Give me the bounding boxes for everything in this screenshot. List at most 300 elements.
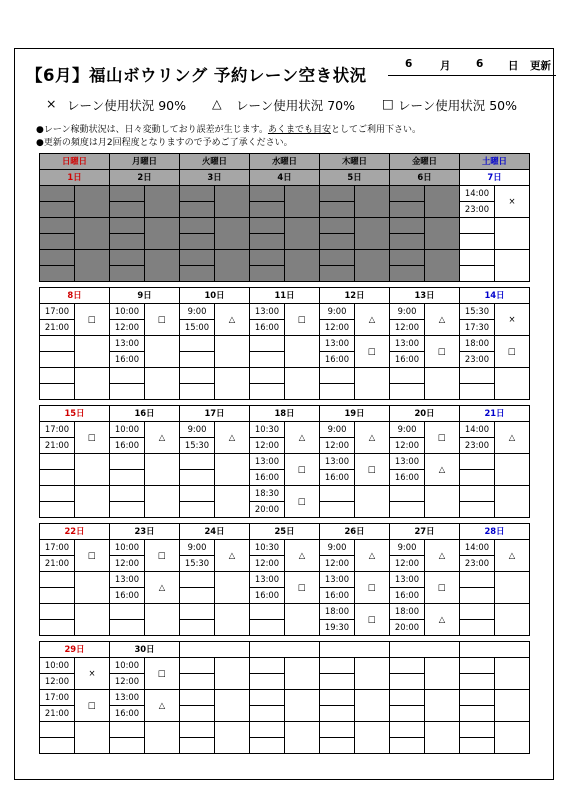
slot-start-time xyxy=(390,218,425,234)
weekday-header: 月曜日 xyxy=(110,154,180,170)
slot-start-time xyxy=(390,250,425,266)
slot-start-time xyxy=(110,486,145,502)
slot-end-time xyxy=(250,234,285,250)
date-cell xyxy=(180,642,250,658)
slot-status xyxy=(355,218,390,250)
slot-end-time: 12:00 xyxy=(250,438,285,454)
date-row xyxy=(40,170,530,186)
slot-end-time xyxy=(460,384,495,400)
slot-end-time xyxy=(180,202,215,218)
date-cell: 7日 xyxy=(460,170,530,186)
slot-start-time xyxy=(180,336,215,352)
slot-start-time xyxy=(460,454,495,470)
slot-status: □ xyxy=(425,572,460,604)
slot-status xyxy=(425,486,460,518)
slot-end-time xyxy=(250,620,285,636)
slot-start-time: 17:00 xyxy=(40,540,75,556)
note-emphasis: あくまでも目安 xyxy=(267,125,331,135)
date-cell: 8日 xyxy=(40,288,110,304)
legend-triangle-text: レーン使用状況 70% xyxy=(236,98,356,113)
slot-start-time xyxy=(390,658,425,674)
slot-status xyxy=(215,336,250,368)
slot-start-time xyxy=(40,336,75,352)
slot-status xyxy=(425,186,460,218)
slot-status xyxy=(215,604,250,636)
slot-start-time xyxy=(180,454,215,470)
slot-status xyxy=(75,368,110,400)
slot-start-time: 13:00 xyxy=(390,336,425,352)
slot-start-time xyxy=(320,486,355,502)
slot-status xyxy=(75,722,110,754)
slot-end-time xyxy=(40,384,75,400)
slot-start-time: 18:00 xyxy=(390,604,425,620)
slot-end-time: 12:00 xyxy=(390,556,425,572)
slot-start-time: 10:00 xyxy=(110,540,145,556)
page-title: 【6月】福山ボウリング 予約レーン空き状況 xyxy=(26,66,367,85)
slot-status xyxy=(285,722,320,754)
slot-status xyxy=(215,218,250,250)
slot-start-time xyxy=(460,250,495,266)
date-cell: 13日 xyxy=(390,288,460,304)
slot-end-time: 16:00 xyxy=(250,320,285,336)
slot-end-time: 23:00 xyxy=(460,556,495,572)
slot-start-time xyxy=(40,186,75,202)
slot-status: □ xyxy=(355,572,390,604)
slot-end-time xyxy=(40,502,75,518)
slot-start-time: 10:30 xyxy=(250,422,285,438)
slot-status: △ xyxy=(285,422,320,454)
slot-start-time xyxy=(110,218,145,234)
date-cell: 26日 xyxy=(320,524,390,540)
slot-end-time: 12:00 xyxy=(250,556,285,572)
slot-start-time xyxy=(180,572,215,588)
slot-start-row xyxy=(40,218,530,234)
slot-start-time xyxy=(460,658,495,674)
slot-status xyxy=(215,454,250,486)
slot-status xyxy=(495,250,530,282)
slot-start-row xyxy=(40,336,530,352)
slot-status: △ xyxy=(425,454,460,486)
slot-start-time: 9:00 xyxy=(320,422,355,438)
weekday-header: 金曜日 xyxy=(390,154,460,170)
slot-start-time: 17:00 xyxy=(40,422,75,438)
slot-status: □ xyxy=(355,454,390,486)
slot-start-time: 14:00 xyxy=(460,422,495,438)
slot-status xyxy=(215,186,250,218)
slot-start-time: 13:00 xyxy=(250,304,285,320)
slot-status: △ xyxy=(145,572,180,604)
slot-status xyxy=(145,218,180,250)
slot-start-time: 9:00 xyxy=(180,422,215,438)
slot-start-time: 9:00 xyxy=(180,540,215,556)
slot-start-time xyxy=(320,658,355,674)
slot-start-time xyxy=(110,250,145,266)
slot-start-row xyxy=(40,186,530,202)
slot-status xyxy=(425,690,460,722)
slot-status xyxy=(215,658,250,690)
slot-start-time: 17:00 xyxy=(40,690,75,706)
slot-start-time: 14:00 xyxy=(460,186,495,202)
slot-start-row xyxy=(40,572,530,588)
legend-square-text: レーン使用状況 50% xyxy=(398,98,518,113)
slot-end-time: 23:00 xyxy=(460,352,495,368)
date-cell: 14日 xyxy=(460,288,530,304)
date-cell: 5日 xyxy=(320,170,390,186)
date-cell xyxy=(390,642,460,658)
date-cell: 17日 xyxy=(180,406,250,422)
update-label: 更新 xyxy=(530,60,551,72)
slot-start-time: 13:00 xyxy=(320,454,355,470)
slot-start-time xyxy=(110,722,145,738)
date-cell: 20日 xyxy=(390,406,460,422)
update-month: 6 xyxy=(405,58,413,70)
slot-status xyxy=(495,218,530,250)
slot-end-time xyxy=(320,266,355,282)
slot-end-time xyxy=(110,202,145,218)
slot-status xyxy=(145,186,180,218)
slot-start-time xyxy=(180,250,215,266)
slot-start-row xyxy=(40,368,530,384)
slot-status xyxy=(355,186,390,218)
slot-end-time xyxy=(320,202,355,218)
slot-start-time xyxy=(110,454,145,470)
slot-start-time: 13:00 xyxy=(110,336,145,352)
slot-status xyxy=(145,722,180,754)
slot-status xyxy=(425,658,460,690)
slot-end-time xyxy=(110,384,145,400)
slot-status: △ xyxy=(215,422,250,454)
slot-start-time xyxy=(40,604,75,620)
slot-status xyxy=(285,336,320,368)
date-cell: 19日 xyxy=(320,406,390,422)
slot-start-time xyxy=(180,658,215,674)
update-day: 6 xyxy=(476,58,484,70)
slot-end-time: 12:00 xyxy=(390,320,425,336)
slot-end-time: 15:30 xyxy=(180,438,215,454)
slot-end-time: 12:00 xyxy=(390,438,425,454)
slot-end-time xyxy=(110,738,145,754)
slot-status xyxy=(215,722,250,754)
slot-status xyxy=(425,250,460,282)
slot-start-time xyxy=(180,218,215,234)
slot-end-time xyxy=(320,706,355,722)
slot-end-time xyxy=(390,738,425,754)
slot-status: □ xyxy=(75,304,110,336)
update-day-label: 日 xyxy=(508,60,519,72)
reservation-calendar xyxy=(39,153,530,754)
slot-start-row xyxy=(40,604,530,620)
slot-status xyxy=(145,604,180,636)
slot-status xyxy=(355,690,390,722)
slot-end-time xyxy=(460,706,495,722)
slot-status: □ xyxy=(145,540,180,572)
slot-status xyxy=(215,486,250,518)
date-cell: 16日 xyxy=(110,406,180,422)
slot-start-time xyxy=(180,722,215,738)
slot-status xyxy=(285,186,320,218)
slot-status xyxy=(285,690,320,722)
slot-end-time: 16:00 xyxy=(110,588,145,604)
date-row xyxy=(40,642,530,658)
slot-end-time xyxy=(460,470,495,486)
slot-end-time: 12:00 xyxy=(320,438,355,454)
slot-start-time: 10:00 xyxy=(110,658,145,674)
slot-start-time xyxy=(460,572,495,588)
slot-start-time: 13:00 xyxy=(110,572,145,588)
note-line-2: ●更新の頻度は月2回程度となりますので予めご了承ください。 xyxy=(36,138,293,148)
slot-status: □ xyxy=(285,572,320,604)
slot-status: △ xyxy=(355,422,390,454)
slot-start-time: 13:00 xyxy=(390,454,425,470)
slot-status xyxy=(425,218,460,250)
slot-end-time xyxy=(180,352,215,368)
slot-start-time: 17:00 xyxy=(40,304,75,320)
slot-end-time xyxy=(110,502,145,518)
slot-start-time xyxy=(390,368,425,384)
slot-end-time xyxy=(390,234,425,250)
slot-status xyxy=(495,604,530,636)
date-cell: 11日 xyxy=(250,288,320,304)
update-underline xyxy=(388,75,556,76)
slot-end-time xyxy=(390,266,425,282)
slot-start-time xyxy=(460,368,495,384)
slot-start-time xyxy=(180,368,215,384)
slot-end-time: 16:00 xyxy=(390,588,425,604)
slot-status xyxy=(145,486,180,518)
slot-status: △ xyxy=(355,540,390,572)
slot-end-time xyxy=(180,470,215,486)
slot-end-time xyxy=(180,620,215,636)
slot-start-time xyxy=(40,486,75,502)
slot-start-time xyxy=(180,186,215,202)
date-cell: 12日 xyxy=(320,288,390,304)
slot-end-time xyxy=(250,266,285,282)
slot-end-time: 16:00 xyxy=(390,470,425,486)
slot-end-time xyxy=(390,202,425,218)
slot-status: △ xyxy=(355,304,390,336)
date-cell: 21日 xyxy=(460,406,530,422)
slot-start-time xyxy=(320,250,355,266)
slot-status xyxy=(495,572,530,604)
slot-end-time xyxy=(460,266,495,282)
slot-start-time xyxy=(40,722,75,738)
slot-start-time: 14:00 xyxy=(460,540,495,556)
date-cell: 10日 xyxy=(180,288,250,304)
slot-status xyxy=(285,368,320,400)
slot-end-time xyxy=(180,234,215,250)
slot-end-time xyxy=(320,738,355,754)
slot-start-time xyxy=(320,186,355,202)
slot-start-time xyxy=(390,690,425,706)
slot-end-time: 20:00 xyxy=(250,502,285,518)
slot-start-time: 9:00 xyxy=(390,304,425,320)
date-cell: 30日 xyxy=(110,642,180,658)
date-cell: 4日 xyxy=(250,170,320,186)
slot-status xyxy=(75,604,110,636)
slot-end-time: 16:00 xyxy=(250,588,285,604)
slot-start-time: 10:30 xyxy=(250,540,285,556)
slot-end-time: 17:30 xyxy=(460,320,495,336)
slot-status: △ xyxy=(215,304,250,336)
slot-end-time xyxy=(460,502,495,518)
slot-end-time xyxy=(250,674,285,690)
slot-status xyxy=(355,250,390,282)
slot-end-time xyxy=(180,706,215,722)
slot-start-time xyxy=(250,604,285,620)
slot-start-time: 13:00 xyxy=(320,572,355,588)
slot-start-time xyxy=(40,218,75,234)
date-cell: 9日 xyxy=(110,288,180,304)
slot-status: □ xyxy=(355,336,390,368)
slot-end-time xyxy=(40,352,75,368)
slot-start-time: 9:00 xyxy=(320,304,355,320)
slot-start-time xyxy=(460,486,495,502)
date-cell xyxy=(250,642,320,658)
slot-status: □ xyxy=(285,304,320,336)
slot-start-time xyxy=(390,722,425,738)
slot-status: × xyxy=(75,658,110,690)
date-cell: 15日 xyxy=(40,406,110,422)
slot-start-time: 10:00 xyxy=(40,658,75,674)
slot-status: △ xyxy=(215,540,250,572)
slot-start-row xyxy=(40,722,530,738)
slot-status xyxy=(145,336,180,368)
date-cell: 22日 xyxy=(40,524,110,540)
slot-start-time: 18:00 xyxy=(460,336,495,352)
slot-status xyxy=(285,604,320,636)
slot-end-time: 12:00 xyxy=(320,320,355,336)
slot-status: × xyxy=(495,186,530,218)
slot-end-time: 19:30 xyxy=(320,620,355,636)
slot-start-time xyxy=(250,658,285,674)
legend-x-text: レーン使用状況 90% xyxy=(67,98,187,113)
slot-status: □ xyxy=(425,336,460,368)
slot-end-time xyxy=(460,588,495,604)
slot-start-time xyxy=(40,572,75,588)
slot-end-time xyxy=(40,738,75,754)
slot-end-time: 21:00 xyxy=(40,438,75,454)
slot-status xyxy=(495,368,530,400)
slot-end-time xyxy=(40,266,75,282)
slot-start-time xyxy=(40,454,75,470)
slot-end-time xyxy=(390,384,425,400)
slot-end-time xyxy=(250,384,285,400)
slot-end-time: 15:30 xyxy=(180,556,215,572)
slot-start-time: 13:00 xyxy=(250,572,285,588)
slot-end-time xyxy=(460,620,495,636)
slot-start-time xyxy=(250,690,285,706)
slot-start-time xyxy=(40,250,75,266)
date-cell: 1日 xyxy=(40,170,110,186)
slot-status xyxy=(495,454,530,486)
slot-start-time xyxy=(250,722,285,738)
weekday-header: 水曜日 xyxy=(250,154,320,170)
slot-end-time xyxy=(180,588,215,604)
slot-status xyxy=(355,486,390,518)
slot-status: △ xyxy=(285,540,320,572)
slot-end-time: 12:00 xyxy=(110,674,145,690)
weekday-header: 木曜日 xyxy=(320,154,390,170)
slot-status xyxy=(215,572,250,604)
slot-status xyxy=(215,690,250,722)
date-cell xyxy=(460,642,530,658)
slot-end-time: 16:00 xyxy=(320,588,355,604)
slot-status xyxy=(285,250,320,282)
slot-end-time: 12:00 xyxy=(110,556,145,572)
slot-status xyxy=(285,658,320,690)
date-cell: 6日 xyxy=(390,170,460,186)
slot-start-time xyxy=(250,218,285,234)
slot-start-time: 13:00 xyxy=(390,572,425,588)
slot-start-time xyxy=(110,368,145,384)
slot-status xyxy=(355,658,390,690)
slot-status xyxy=(75,336,110,368)
slot-end-time: 16:00 xyxy=(390,352,425,368)
slot-status: □ xyxy=(75,540,110,572)
slot-start-time xyxy=(390,486,425,502)
slot-end-time xyxy=(250,352,285,368)
slot-status xyxy=(495,658,530,690)
slot-end-time xyxy=(40,620,75,636)
slot-status: △ xyxy=(495,540,530,572)
slot-end-time xyxy=(460,234,495,250)
slot-end-time: 20:00 xyxy=(390,620,425,636)
slot-end-time xyxy=(110,234,145,250)
slot-status: △ xyxy=(425,304,460,336)
slot-status xyxy=(75,186,110,218)
slot-start-row xyxy=(40,658,530,674)
slot-status xyxy=(495,722,530,754)
slot-start-time: 15:30 xyxy=(460,304,495,320)
slot-end-time xyxy=(390,706,425,722)
slot-start-time: 10:00 xyxy=(110,304,145,320)
slot-start-time xyxy=(110,186,145,202)
slot-end-time xyxy=(320,384,355,400)
slot-end-time xyxy=(110,266,145,282)
update-month-label: 月 xyxy=(440,60,451,72)
weekday-header: 日曜日 xyxy=(40,154,110,170)
slot-status xyxy=(215,368,250,400)
slot-status xyxy=(285,218,320,250)
slot-status: □ xyxy=(285,454,320,486)
slot-start-time xyxy=(110,604,145,620)
slot-start-time xyxy=(320,368,355,384)
slot-status: × xyxy=(495,304,530,336)
date-cell: 18日 xyxy=(250,406,320,422)
slot-status xyxy=(495,486,530,518)
slot-status xyxy=(75,572,110,604)
slot-status: □ xyxy=(75,690,110,722)
date-cell: 2日 xyxy=(110,170,180,186)
slot-start-time xyxy=(40,368,75,384)
slot-start-time: 18:00 xyxy=(320,604,355,620)
slot-start-time xyxy=(320,722,355,738)
date-row xyxy=(40,406,530,422)
slot-start-row xyxy=(40,422,530,438)
slot-end-time xyxy=(320,502,355,518)
slot-status: △ xyxy=(145,422,180,454)
slot-end-time xyxy=(110,470,145,486)
date-cell: 24日 xyxy=(180,524,250,540)
slot-end-time xyxy=(460,674,495,690)
date-cell: 28日 xyxy=(460,524,530,540)
slot-status xyxy=(215,250,250,282)
slot-status: □ xyxy=(75,422,110,454)
slot-status: △ xyxy=(145,690,180,722)
slot-start-time xyxy=(320,690,355,706)
slot-start-time xyxy=(180,604,215,620)
slot-end-time xyxy=(40,588,75,604)
